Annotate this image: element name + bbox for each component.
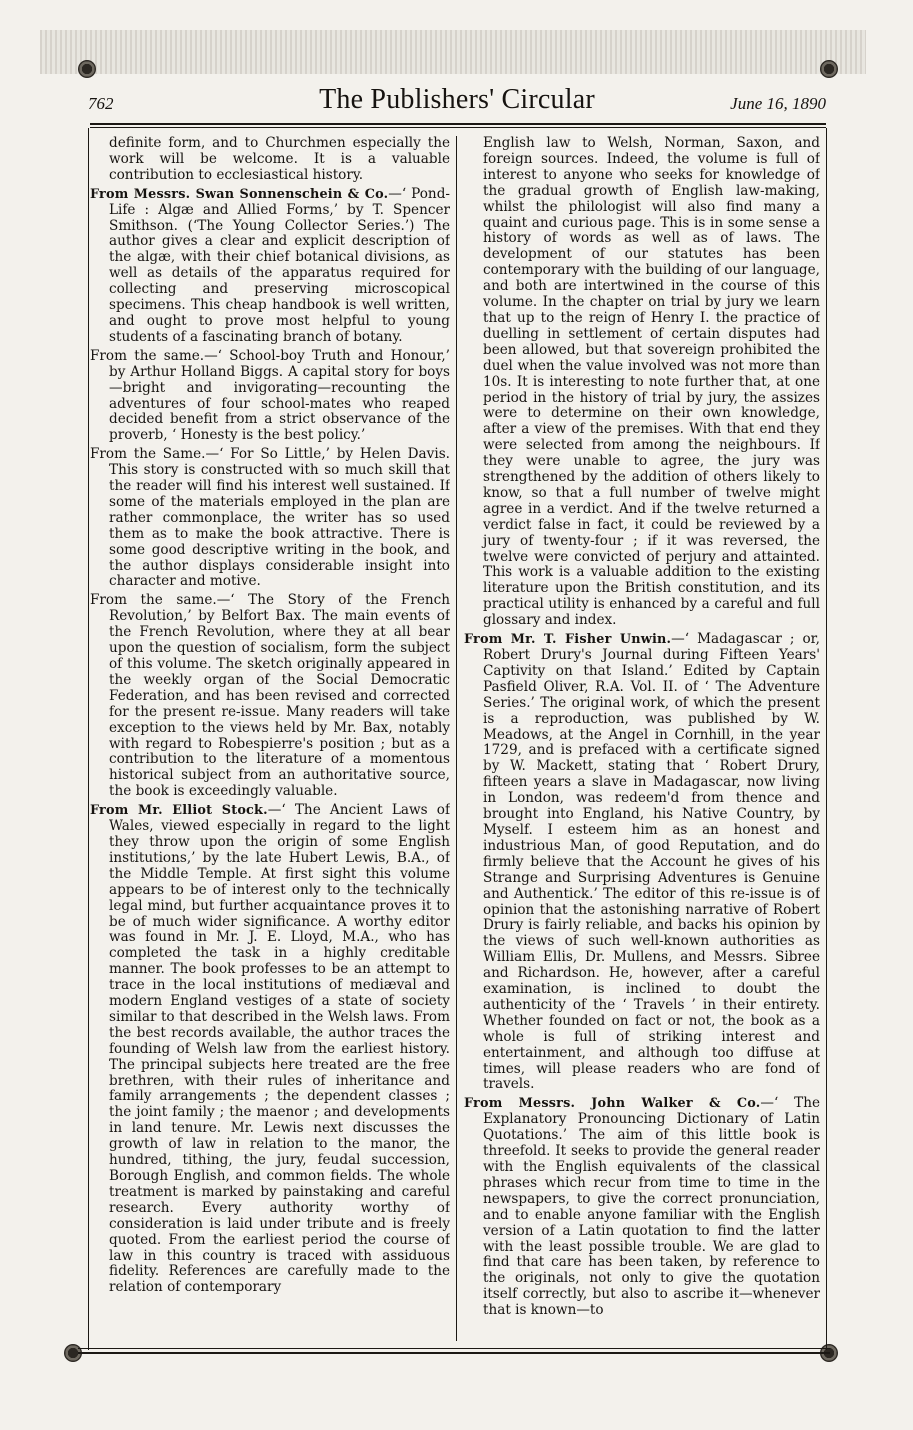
journal-title: The Publishers' Circular	[319, 84, 595, 115]
footer-rule	[78, 1352, 830, 1354]
left-column	[90, 136, 450, 1346]
header-rule	[90, 123, 826, 125]
review-paragraph: From Messrs. John Walker & Co.—‘ The Explanatory Pronouncing Dictionary of Latin Quotations.’ The aim of this little book is threefold. It seeks to provide the general reader with the English equivalents of the classical phrases which recur from time to time in the newspapers, to give the correct pronunciation, and to enable anyone familiar with the English version of a Latin quotation to find the latter with the least possible trouble. We are glad to find that care has been taken, by reference to the originals, not only to give the quotation itself correctly, but also to ascribe it—whenever that is known—to	[464, 1095, 820, 1319]
review-paragraph: From the Same.—‘ For So Little,’ by Helen Davis. This story is constructed with so much skill that the reader will find his interest well sustained. If some of the materials employed in the plan are rather commonplace, the writer has so used them as to make the book attractive. There is some good descriptive writing in the book, and the author displays considerable insight into character and motive.	[90, 446, 450, 590]
publisher-heading: From Messrs. John Walker & Co.	[464, 1096, 761, 1112]
review-paragraph: From the same.—‘ The Story of the French Revolution,’ by Belfort Bax. The main events of the French Revolution, where they at all bear upon the question of socialism, form the subject of this volume. The sketch originally appeared in the weekly organ of the Social Democratic Federation, and has been revised and corrected for the present re-issue. Many readers will take exception to the views held by Mr. Bax, notably with regard to Robespierre's position ; but as a contribution to the literature of a momentous historical subject from an authoritative source, the book is exceedingly valuable.	[90, 592, 450, 800]
corner-ornament-icon	[820, 60, 838, 78]
publisher-heading: From Mr. T. Fisher Unwin.	[464, 632, 672, 648]
right-column	[464, 136, 820, 1346]
publisher-heading: From Messrs. Swan Sonnenschein & Co.	[90, 186, 389, 202]
scan-edge-band	[40, 30, 866, 74]
column-divider	[456, 136, 457, 1341]
review-paragraph: From Mr. Elliot Stock.—‘ The Ancient Laws of Wales, viewed especially in regard to the light they throw upon the origin of some English institutions,’ by the late Hubert Lewis, B.A., of the Middle Temple. At first sight this volume appears to be of interest only to the technically legal mind, but further acquaintance proves it to be of much wider significance. A worthy editor was found in Mr. J. E. Lloyd, M.A., who has completed the task in a highly creditable manner. The book professes to be an attempt to trace in the local institutions of mediæval and modern England vestiges of a state of society similar to that described in the Welsh laws. From the best records available, the author traces the founding of Welsh law from the earliest history. The principal subjects here treated are the free brethren, with their rules of inheritance and family arrangements ; the dependent classes ; the joint family ; the maenor ; and developments in land tenure. Mr. Lewis next discusses the growth of law in relation to the manor, the hundred, tithing, the jury, feudal succession, Borough English, and common fields. The whole treatment is marked by painstaking and careful research. Every authority worthy of consideration is laid under tribute and is freely quoted. From the earliest period the course of law in this country is traced with assiduous fidelity. References are carefully made to the relation of contemporary	[90, 802, 450, 1296]
review-paragraph: definite form, and to Churchmen especially the work will be welcome. It is a valuable contribution to ecclesiastical history.	[109, 136, 450, 183]
right-border-rule	[826, 128, 827, 1350]
corner-ornament-icon	[78, 60, 96, 78]
issue-date: June 16, 1890	[730, 94, 826, 113]
page-header	[88, 84, 826, 120]
footer-rule-thin	[78, 1348, 830, 1349]
review-paragraph: From Messrs. Swan Sonnenschein & Co.—‘ Pond-Life : Algæ and Allied Forms,’ by T. Spencer Smithson. (‘The Young Collector Series.’) The author gives a clear and explicit description of the algæ, with their chief botanical divisions, as well as details of the apparatus required for collecting and preserving microscopical specimens. This cheap handbook is well written, and ought to prove most helpful to young students of a fascinating branch of botany.	[90, 185, 450, 345]
publisher-heading: From Mr. Elliot Stock.	[90, 803, 268, 819]
review-paragraph: English law to Welsh, Norman, Saxon, and foreign sources. Indeed, the volume is full of interest to anyone who seeks for knowledge of the gradual growth of English law-making, whilst the philologist will also find many a quaint and curious page. This is in some sense a history of words as well as of laws. The development of our statutes has been contemporary with the building of our language, and both are intertwined in the course of this volume. In the chapter on trial by jury we learn that up to the reign of Henry I. the practice of duelling in settlement of certain disputes had been allowed, but that sovereign prohibited the duel when the value involved was not more than 10s. It is interesting to note further that, at one period in the history of trial by jury, the assizes were to determine on their own knowledge, after a view of the premises. With that end they were selected from among the neighbours. If they were unable to agree, the jury was strengthened by the addition of others likely to know, so that a full number of twelve might agree in a verdict. And if the twelve returned a verdict false in fact, it could be reviewed by a jury of twenty-four ; if it was reversed, the twelve were convicted of perjury and attainted. This work is a valuable addition to the existing literature upon the British constitution, and its practical utility is enhanced by a careful and full glossary and index.	[483, 136, 820, 629]
page-number: 762	[88, 94, 114, 113]
left-border-rule	[88, 128, 89, 1350]
header-rule-thin	[90, 127, 826, 128]
review-paragraph: From the same.—‘ School-boy Truth and Honour,’ by Arthur Holland Biggs. A capital story for boys—bright and invigorating—recounting the adventures of four school-mates who reaped decided benefit from a strict observance of the proverb, ‘ Honesty is the best policy.’	[90, 347, 450, 444]
review-paragraph: From Mr. T. Fisher Unwin.—‘ Madagascar ; or, Robert Drury's Journal during Fifteen Years' Captivity on that Island.’ Edited by Captain Pasfield Oliver, R.A. Vol. II. of ‘ The Adventure Series.’ The original work, of which the present is a reproduction, was published by W. Meadows, at the Angel in Cornhill, in the year 1729, and is prefaced with a certificate signed by W. Mackett, stating that ‘ Robert Drury, fifteen years a slave in Madagascar, now living in London, was redeem'd from thence and brought into England, his Native Country, by Myself. I esteem him as an honest and industrious Man, of good Reputation, and do firmly believe that the Account he gives of his Strange and Surprising Adventures is Genuine and Authentick.’ The editor of this re-issue is of opinion that the astonishing narrative of Robert Drury is fairly reliable, and backs his opinion by the views of such well-known authorities as William Ellis, Dr. Mullens, and Messrs. Sibree and Richardson. He, however, after a careful examination, is inclined to doubt the authenticity of the ‘ Travels ’ in their entirety. Whether founded on fact or not, the book as a whole is full of striking interest and entertainment, and although too diffuse at times, will please readers who are fond of travels.	[464, 631, 820, 1093]
